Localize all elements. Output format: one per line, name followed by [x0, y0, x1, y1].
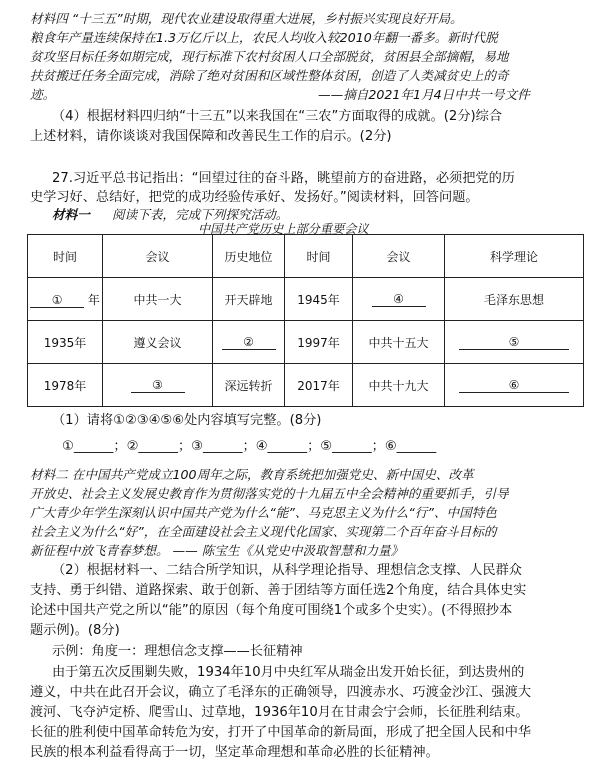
table-header-cell: 科学理论 — [445, 235, 584, 278]
table-cell: 1945年 — [285, 278, 353, 321]
table-cell — [445, 321, 584, 364]
example-title: 示例：角度一：理想信念支撑——长征精神 — [52, 644, 303, 659]
table-cell — [213, 321, 285, 364]
sub-question-2: 题示例)。(8分) — [30, 623, 120, 638]
table-cell — [353, 278, 445, 321]
material4-source: ——摘自2021年1月4日中共一号文件 — [318, 87, 530, 102]
blank-2: ② — [222, 335, 276, 350]
material1-text: 阅读下表，完成下列探究活动。 — [112, 207, 289, 222]
example-line: 由于第五次反围剿失败，1934年10月中央红军从瑞金出发开始长征，到达贵州的 — [52, 665, 525, 680]
q27-intro-line: 史学习好、总结好，把党的成功经验传承好、发扬好。”阅读材料，回答问题。 — [30, 190, 479, 205]
example-line: 遵义，中共在此召开会议，确立了毛泽东的正确领导，四渡赤水、巧渡金沙江、强渡大 — [30, 685, 532, 700]
blank-3: ③ — [131, 378, 185, 393]
sub-question-2: 支持、勇于纠错、道路探索、敢于创新、善于团结等方面任选2个角度，结合具体史实 — [30, 583, 527, 598]
blank-4: ④ — [372, 292, 426, 307]
material4-line: 粮食年产量连续保持在1.3万亿斤以上，农民人均收入较2010年翻一番多。新时代脱 — [30, 30, 498, 45]
q27-intro-line: 27.习近平总书记指出：“回望过往的奋斗路，眺望前方的奋进路，必须把党的历 — [52, 171, 515, 186]
table-cell: 开天辟地 — [213, 278, 285, 321]
table-cell: 1978年 — [28, 364, 103, 407]
table-caption: 中国共产党历史上部分重要会议 — [198, 222, 369, 236]
material1-label: 材料一 — [52, 207, 90, 222]
answer-blanks-line: ①______；②______；③______；④______；⑤______；⑥______ — [62, 439, 437, 454]
table-row — [28, 364, 584, 407]
material2-line: 新征程中放飞青春梦想。 —— 陈宝生《从党史中汲取智慧和力量》 — [30, 543, 404, 558]
material4-line: 贫攻坚目标任务如期完成，现行标准下农村贫困人口全部脱贫，贫困县全部摘帽，易地 — [30, 49, 509, 64]
table-row — [28, 278, 584, 321]
example-line: 长征的胜利使中国革命转危为安，打开了中国革命的新局面，形成了把全国人民和中华 — [30, 725, 532, 740]
table-cell: 中共一大 — [103, 278, 213, 321]
table-row — [28, 321, 584, 364]
material4-line: 扶贫搬迁任务全面完成，消除了绝对贫困和区域性整体贫困，创造了人类减贫史上的奇 — [30, 68, 509, 83]
sub-question-2: 论述中国共产党之所以“能”的原因（每个角度可围绕1个或多个史实）。(不得照抄本 — [30, 603, 513, 618]
question4-line: 上述材料，请你谈谈对我国保障和改善民生工作的启示。(2分) — [30, 129, 392, 144]
table-cell: 深远转折 — [213, 364, 285, 407]
blank-1: ① — [30, 293, 84, 308]
table-cell — [28, 278, 103, 321]
table-cell: 遵义会议 — [103, 321, 213, 364]
material2-line: 广大青少年学生深刻认识中国共产党为什么“能”、马克思主义为什么“行”、中国特色 — [30, 505, 497, 520]
material4-line: 材料四 “十三五”时期，现代农业建设取得重大进展，乡村振兴实现良好开局。 — [30, 11, 463, 26]
table-header-cell: 会议 — [103, 235, 213, 278]
material2-line: 开放史、社会主义发展史教育作为贯彻落实党的十九届五中全会精神的重要抓手，引导 — [30, 486, 509, 501]
material2-line: 材料二 在中国共产党成立100周年之际，教育系统把加强党史、新中国史、改革 — [30, 467, 474, 482]
question4-line: （4）根据材料四归纳“十三五”以来我国在“三农”方面取得的成就。(2分)综合 — [52, 109, 503, 124]
sub-question-2: （2）根据材料一、二结合所学知识，从科学理论指导、理想信念支撑、人民群众 — [52, 563, 522, 578]
material4-line: 迹。 — [30, 87, 56, 102]
table-header-cell: 时间 — [285, 235, 353, 278]
table-cell — [445, 364, 584, 407]
table-cell: 1935年 — [28, 321, 103, 364]
example-line: 民族的根本利益看得高于一切，坚定革命理想和革命必胜的长征精神。 — [30, 745, 439, 760]
table-cell: 中共十五大 — [353, 321, 445, 364]
table-header-cell: 时间 — [28, 235, 103, 278]
blank-6: ⑥ — [459, 378, 569, 393]
meetings-table — [27, 234, 584, 407]
table-cell: 1997年 — [285, 321, 353, 364]
table-cell — [103, 364, 213, 407]
table-cell: 毛泽东思想 — [445, 278, 584, 321]
table-header-cell: 会议 — [353, 235, 445, 278]
table-header-cell: 历史地位 — [213, 235, 285, 278]
example-line: 渡河、飞夺泸定桥、爬雪山、过草地，1936年10月在甘肃会宁会师，长征胜利结束。 — [30, 705, 529, 720]
material2-line: 社会主义为什么“好”，在全面建设社会主义现代化国家、实现第二个百年奋斗目标的 — [30, 524, 497, 539]
table-cell: 2017年 — [285, 364, 353, 407]
table-cell: 中共十九大 — [353, 364, 445, 407]
table-header-row — [28, 235, 584, 278]
year-suffix: 年 — [87, 292, 100, 307]
blank-5: ⑤ — [459, 335, 569, 350]
sub-question-1: （1）请将①②③④⑤⑥处内容填写完整。(8分) — [52, 413, 322, 428]
